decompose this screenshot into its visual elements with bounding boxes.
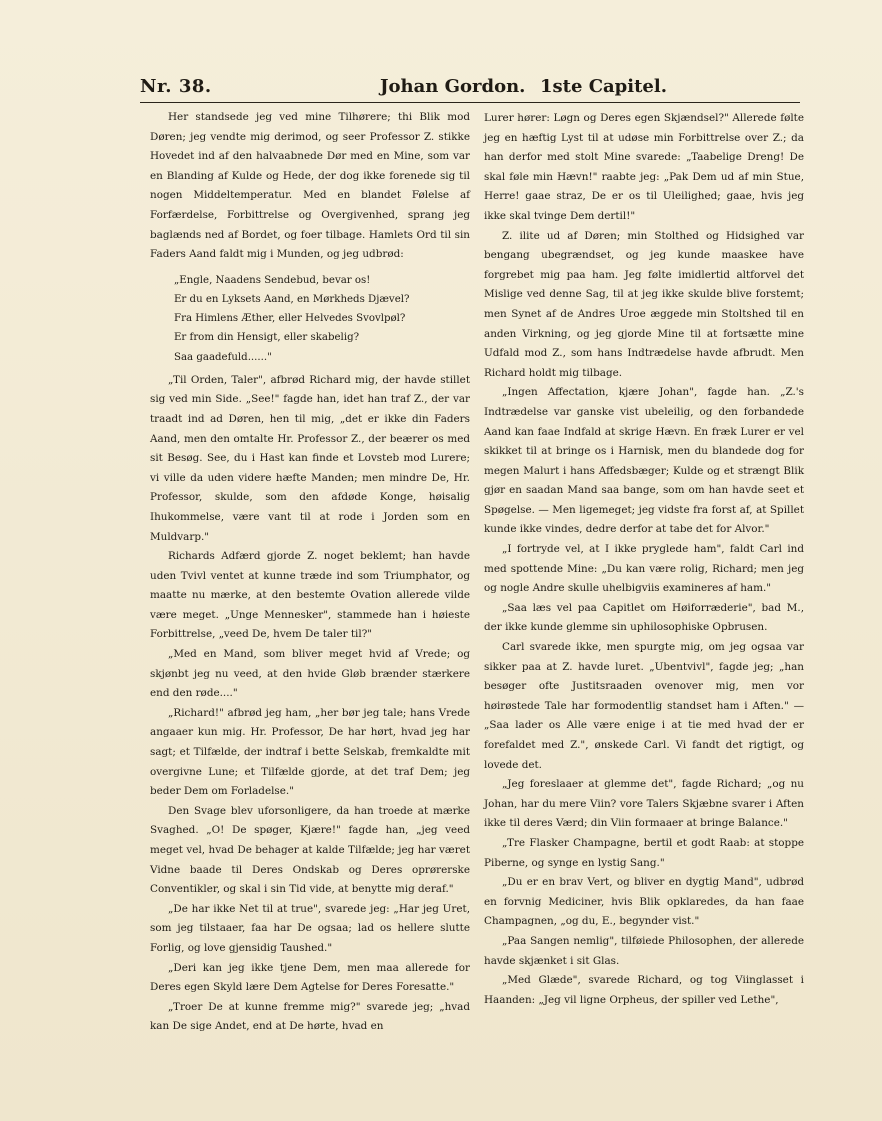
verse-quote (174, 271, 470, 367)
verse-line: „Engle, Naadens Sendebud, bevar os! (174, 274, 371, 286)
paragraph: „I fortryde vel, at I ikke prygledе ham", faldt Carl ind med spottende Mine: „Du kan være rolig, Richard; men jeg og nogle Andre skulle uhelbigviis examineres af ham." (484, 543, 804, 595)
paragraph: Her standsede jeg ved mine Tilhørere; thi Blik mod Døren; jeg vendte mig derimod, og seer Professor Z. stikke Hovedet ind af den halvaabnede Dør med en Mine, som var en Blanding af Kulde og Hede, der dog ikke forenede sig til nogen Middeltemperatur. Med en blandet Følelse af Forfærdelse, Forbittrelse og Overgivenhed, sprang jeg baglænds ned af Bordet, og foer tilbage. Hamlets Ord til sin Faders Aand faldt mig i Munden, og jeg udbrød: (150, 111, 470, 261)
paragraph: Z. ilite ud af Døren; min Stolthed og Hidsighed var bengang ubegrændset, og jeg kunde maaskee have forgrebet mig paa ham. Jeg følte imidlertid altforvel det Mislige ved denne Sag, til at jeg ikke skulde blive forstemt; men Synet af de Andres Uroe æggede min Stoltshed til en anden Virkning, og jeg gjorde Mine til at fortsætte mine Udfald mod Z., som hans Indtrædelse havde afbrudt. Men Richard holdt mig tilbage. (484, 229, 804, 379)
paragraph: „Ingen Affectation, kjære Johan", fagde han. „Z.'s Indtrædelse var ganske vist ubeleilig, og den forbandede Aand kan faae Indfald at skrige Hævn. En fræk Lurer er vel skikket til at bringe os i Harnisk, men du blandede dog for megen Malurt i hans Affedsbæger; Kulde og et strængt Blik gjør en saadan Mand saa bange, som om han havde seet et Spøgelse. — Men ligemeget; jeg vidste fra forst af, at Spillet kunde ikke vindes, dedre derfor at tabe det for Alvor." (484, 386, 804, 536)
verse-line: Er du en Lyksets Aand, en Mørkheds Djævel? (174, 293, 410, 305)
paragraph: Lurer hører: Løgn og Deres egen Skjændsel?" Allerede følte jeg en hæftig Lyst til at udøse min Forbittrelse over Z.; da han derfor med stolt Mine svarede: „Taabelige Dreng! De skal føle min Hævn!" raabte jeg: „Pak Dem ud af min Stue, Herre! gaae straz, De er os til Uleilighed; gaae, hvis jeg ikke skal tvinge Dem dertil!" (484, 112, 804, 222)
chapter-title: 1ste Capitel. (540, 76, 667, 97)
paragraph: „Jeg foreslaaer at glemme det", fagde Richard; „og nu Johan, har du mere Viin? vore Talers Skjæbne svarer i Aften ikke til deres Værd; din Viin formaaer at bringe Balance." (484, 778, 804, 830)
paragraph: Carl svarede ikke, men spurgte mig, om jeg ogsaa var sikker paa at Z. havde luret. „Ubentvivl", fagde jeg; „han besøger ofte Justitsraaden ovenover mig, men vor høirøstede Tale har formodentlig standset ham i Aften." — „Saa lader os Alle være enige i at tie med hvad der er forefaldet med Z.", ønskede Carl. Vi fandt det rigtigt, og lovede det. (484, 641, 804, 771)
paragraph: Richards Adfærd gjorde Z. noget beklemt; han havde uden Tvivl ventet at kunne træde ind som Triumphator, og maatte nu mærke, at den bestemte Ovation allerede vilde være meget. „Unge Mennesker", stammede han i høieste Forbittrelse, „veed De, hvem De taler til?" (150, 550, 470, 641)
paragraph: „Med Glæde", svarede Richard, og tog Viinglasset i Haanden: „Jeg vil ligne Orpheus, der spiller ved Lethe", (484, 974, 804, 1006)
paragraph: „Tre Flasker Champagne, bertil et godt Raab: at stoppe Piberne, og synge en lystig Sang." (484, 836, 804, 869)
left-column (150, 108, 470, 1037)
header-rule (140, 102, 800, 103)
paragraph: „Deri kan jeg ikke tjene Dem, men maa allerede for Deres egen Skyld lære Dem Agtelse for Deres Foresatte." (150, 961, 470, 994)
page-number: Nr. 38. (140, 76, 212, 97)
book-title: Johan Gordon. (380, 76, 526, 97)
paragraph: „Paa Sangen nemlig", tilføiede Philosophen, der allerede havde skjænket i sit Glas. (484, 934, 804, 967)
paragraph: „Richard!" afbrød jeg ham, „her bør jeg tale; hans Vrede angaaer kun mig. Hr. Professor, De har hørt, hvad jeg har sagt; et Tilfælde, der indtraf i bette Selskab, fremkaldte mit overgivne Lune; et Tilfælde gjorde, at det traf Dem; jeg beder Dem om Forladelse." (150, 706, 470, 798)
paragraph: „Med en Mand, som bliver meget hvid af Vrede; og skjønbt jeg nu veed, at den hvide Gløb brænder stærkere end den røde...." (150, 648, 470, 700)
paragraph: „De har ikke Net til at true", svarede jeg: „Har jeg Uret, som jeg tilstaaer, faa har De ogsaa; lad os hellere slutte Forlig, og love gjensidig Taushed." (150, 902, 470, 954)
verse-line: Fra Himlens Æther, eller Helvedes Svovlpøl? (174, 313, 406, 325)
paragraph: „Saa læs vel paa Capitlet om Høiforræderie", bad M., der ikke kunde glemme sin uphilosophiske Opbrusen. (484, 601, 804, 634)
paragraph: „Til Orden, Taler", afbrød Richard mig, der havde stillet sig ved min Side. „See!" fagde han, idet han traf Z., der var traadt ind ad Døren, hen til mig, „det er ikke din Faders Aand, men den omtalte Hr. Professor Z., der beærer os med sit Besøg. See, du i Hast kan finde et Lovsteb mod Lurere; vi ville da uden videre hæfte Manden; men mindre De, Hr. Professor, skulde, som den afdøde Konge, høisalig Ihukommelse, være vant til at rode i Jorden som en Muldvarp." (150, 373, 470, 543)
paragraph: Den Svage blev uforsonligere, da han troede at mærke Svaghed. „O! De spøger, Kjære!" fagde han, „jeg veed meget vel, hvad De behager at kalde Tilfælde; jeg har været Vidne baade til Deres Ondskab og Deres oprørerske Conventikler, og skal i sin Tid vide, at benytte mig deraf." (150, 804, 470, 896)
paragraph: „Du er en brav Vert, og bliver en dygtig Mand", udbrød en forvnig Mediciner, hvis Blik opklaredes, da han faae Champagnen, „og du, E., begynder vist." (484, 876, 804, 928)
verse-line: Er from din Hensigt, eller skabelig? (174, 332, 360, 344)
verse-line: Saa gaadefuld......" (174, 351, 272, 363)
paragraph: „Troer De at kunne fremme mig?" svarede jeg; „hvad kan De sige Andet, end at De hørte, hvad en (150, 1000, 470, 1033)
right-column (484, 109, 804, 1010)
